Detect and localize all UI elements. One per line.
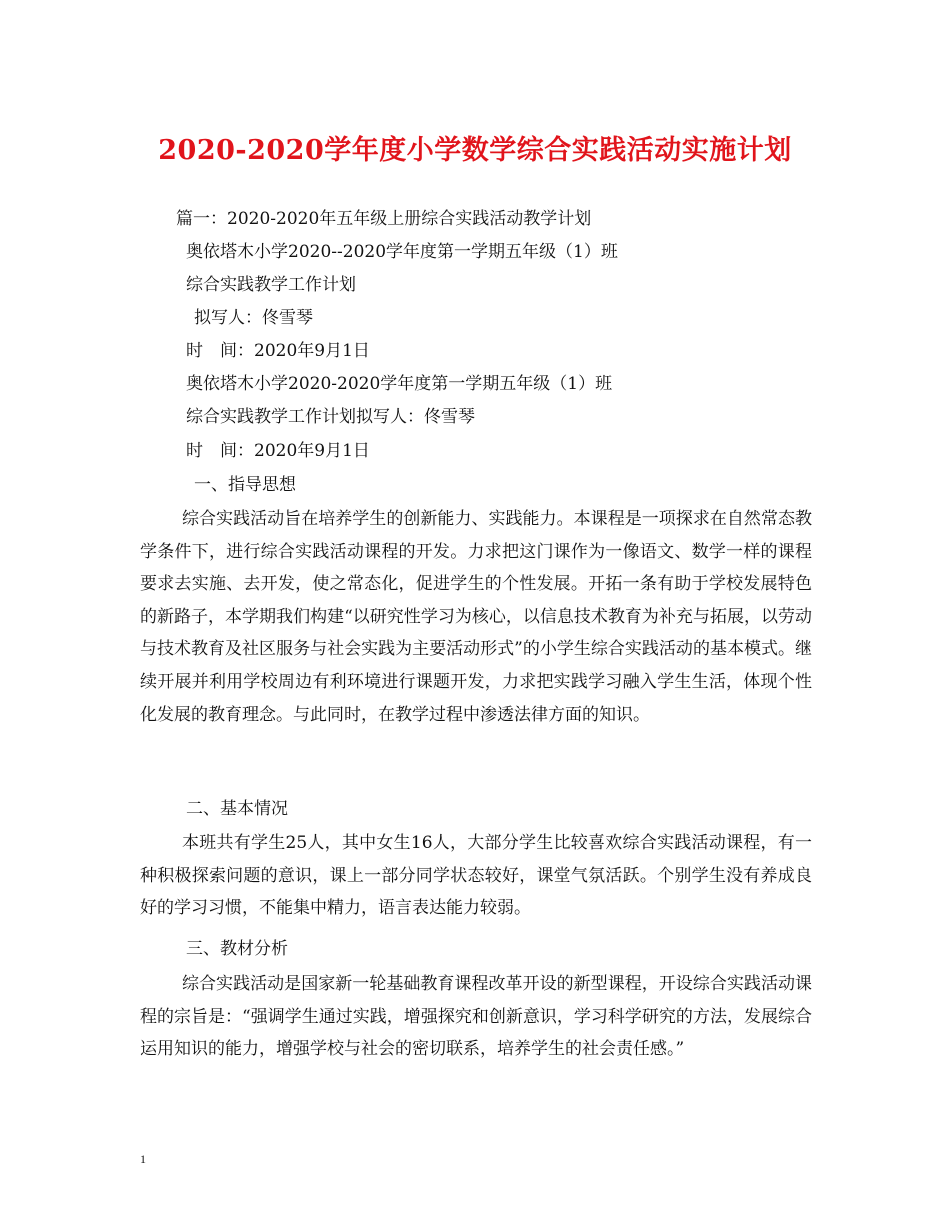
section-body-2: 本班共有学生25人，其中女生16人，大部分学生比较喜欢综合实践活动课程，有一种积极探索问题的意识，课上一部分同学状态较好，课堂气氛活跃。个别学生没有养成良好的学习习惯，不能集中精力，语言表达能力较弱。 [140,833,812,919]
header-line-4: 拟写人：佟雪琴 [194,308,313,328]
section-body-1: 综合实践活动旨在培养学生的创新能力、实践能力。本课程是一项探求在自然常态教学条件下，进行综合实践活动课程的开发。力求把这门课作为一像语文、数学一样的课程要求去实施、去开发，使之常态化，促进学生的个性发展。开拓一条有助于学校发展特色的新路子，本学期我们构建“以研究性学习为核心，以信息技术教育为补充与拓展，以劳动与技术教育及社区服务与社会实践为主要活动形式”的小学生综合实践活动的基本模式。继续开展并利用学校周边有利环境进行课题开发，力求把实践学习融入学生生活，体现个性化发展的教育理念。与此同时，在教学过程中渗透法律方面的知识。 [140,509,812,725]
section-heading-2: 二、基本情况 [186,799,288,819]
document-title: 2020-2020学年度小学数学综合实践活动实施计划 [158,135,792,166]
header-line-3: 综合实践教学工作计划 [186,275,356,295]
header-line-7: 综合实践教学工作计划拟写人：佟雪琴 [186,407,475,427]
header-line-1: 篇一：2020-2020年五年级上册综合实践活动教学计划 [176,209,592,229]
header-line-2: 奥依塔木小学2020--2020学年度第一学期五年级（1）班 [186,242,618,262]
section-heading-1: 一、指导思想 [194,475,296,495]
section-heading-3: 三、教材分析 [186,939,288,959]
section-body-3: 综合实践活动是国家新一轮基础教育课程改革开设的新型课程，开设综合实践活动课程的宗旨是：“强调学生通过实践，增强探究和创新意识，学习科学研究的方法，发展综合运用知识的能力，增强学校与社会的密切联系，培养学生的社会责任感。” [140,974,812,1060]
header-line-5: 时 间：2020年9月1日 [186,341,370,361]
header-line-6: 奥依塔木小学2020-2020学年度第一学期五年级（1）班 [186,374,613,394]
page-number: 1 [140,1152,146,1166]
header-line-8: 时 间：2020年9月1日 [186,441,370,461]
